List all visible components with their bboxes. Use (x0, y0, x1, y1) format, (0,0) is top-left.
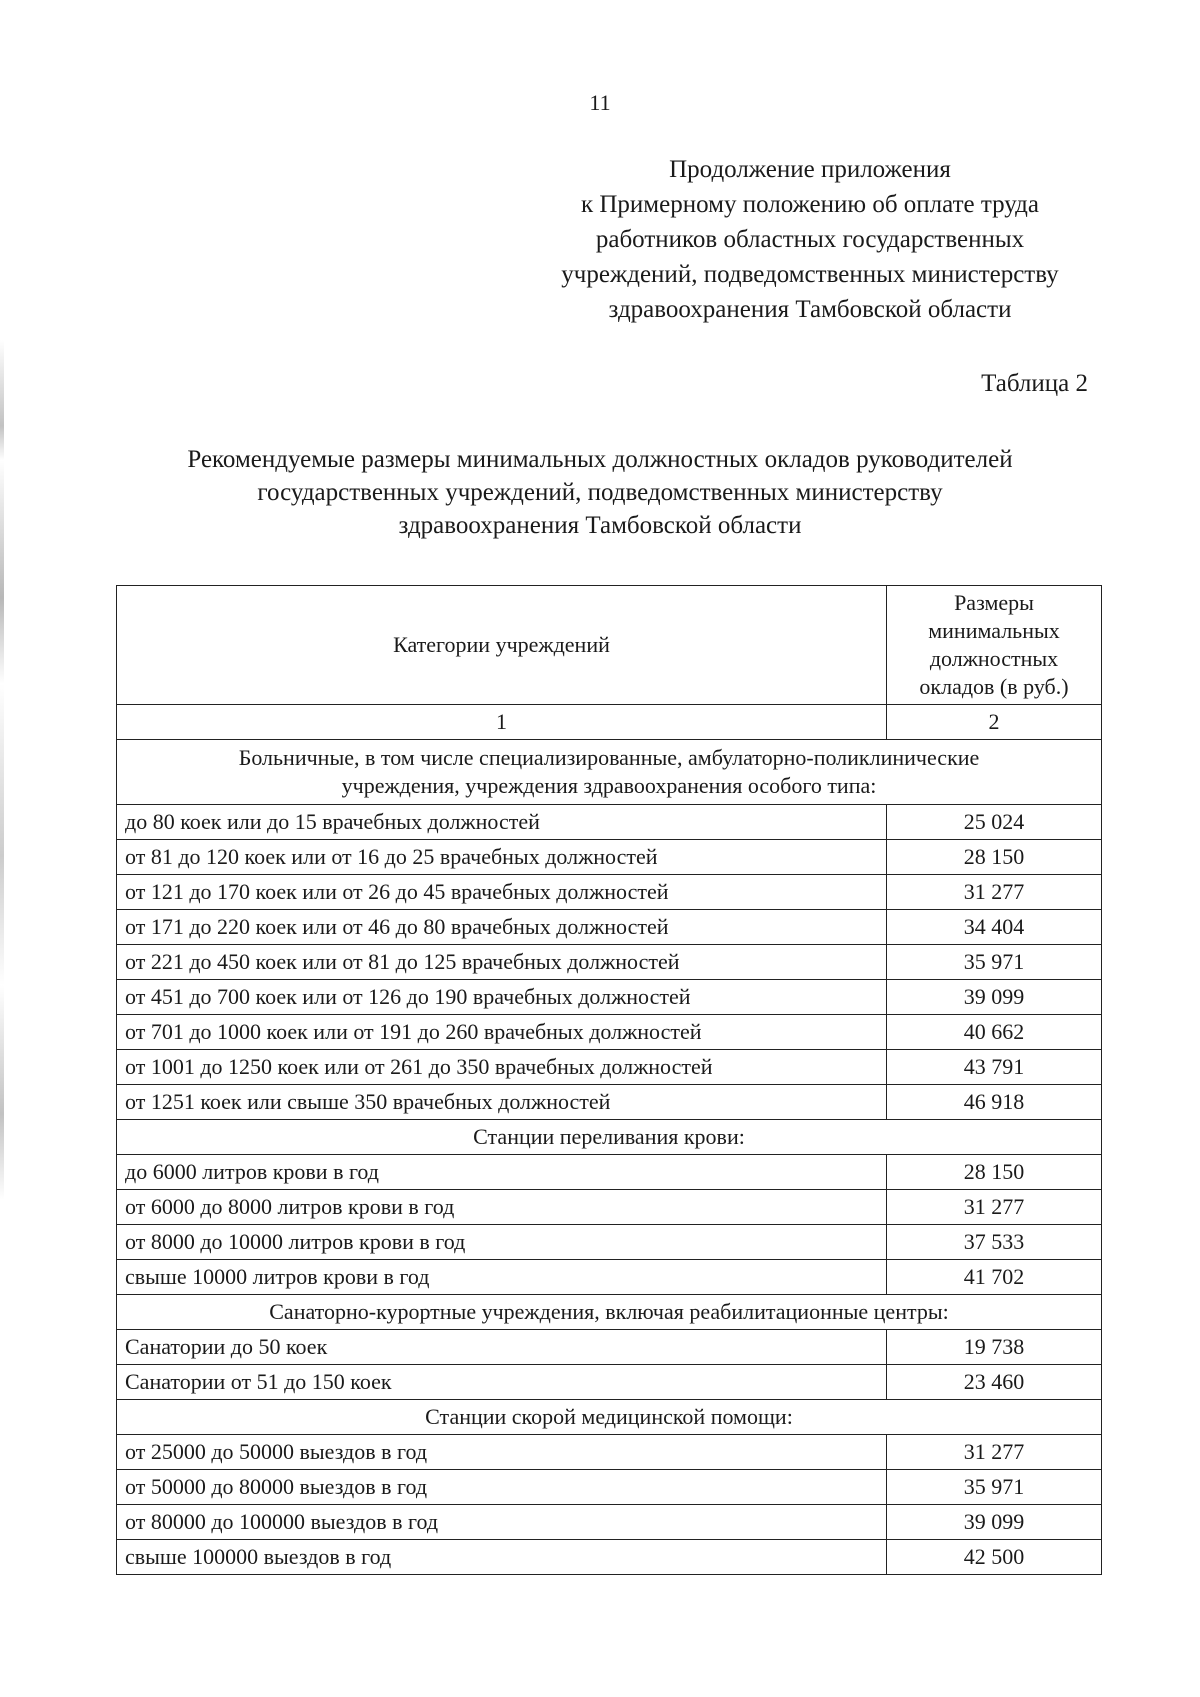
salary-value-cell: 46 918 (887, 1085, 1102, 1120)
section-title-line: Станции переливания крови: (473, 1124, 745, 1149)
category-cell: от 80000 до 100000 выездов в год (117, 1505, 887, 1540)
appendix-note-line: Продолжение приложения (669, 156, 951, 183)
category-cell: Санатории до 50 коек (117, 1330, 887, 1365)
category-cell: от 25000 до 50000 выездов в год (117, 1435, 887, 1470)
salary-value-cell: 35 971 (887, 1470, 1102, 1505)
section-header-row (117, 1120, 1102, 1155)
section-title-line: Больничные, в том числе специализированные, амбулаторно-поликлинические (238, 745, 980, 770)
section-title-line: Санаторно-курортные учреждения, включая реабилитационные центры: (269, 1299, 949, 1324)
category-cell: от 1001 до 1250 коек или от 261 до 350 врачебных должностей (117, 1050, 887, 1085)
table-row (117, 1435, 1102, 1470)
header-size-line: Размеры (954, 590, 1034, 615)
column-number: 2 (887, 705, 1102, 740)
title-line: Рекомендуемые размеры минимальных должностных окладов руководителей (187, 446, 1013, 473)
category-cell: от 221 до 450 коек или от 81 до 125 врачебных должностей (117, 945, 887, 980)
section-title (117, 1400, 1102, 1435)
table-row (117, 1330, 1102, 1365)
category-cell: до 6000 литров крови в год (117, 1155, 887, 1190)
table-row (117, 945, 1102, 980)
section-title (117, 1295, 1102, 1330)
table-row (117, 875, 1102, 910)
section-header-row (117, 1400, 1102, 1435)
title-line: здравоохранения Тамбовской области (398, 512, 802, 539)
scan-margin-artifact (0, 340, 4, 1200)
category-cell: от 6000 до 8000 литров крови в год (117, 1190, 887, 1225)
category-cell: от 50000 до 80000 выездов в год (117, 1470, 887, 1505)
salary-value-cell: 23 460 (887, 1365, 1102, 1400)
appendix-note-line: учреждений, подведомственных министерству (561, 261, 1059, 288)
document-title (110, 443, 1090, 542)
table-row (117, 1470, 1102, 1505)
header-category: Категории учреждений (117, 586, 887, 705)
header-size (887, 586, 1102, 705)
section-title-line: учреждения, учреждения здравоохранения особого типа: (341, 773, 877, 798)
section-title (117, 1120, 1102, 1155)
header-size-line: окладов (в руб.) (919, 674, 1069, 699)
section-title-line: Станции скорой медицинской помощи: (425, 1404, 793, 1429)
salary-value-cell: 25 024 (887, 805, 1102, 840)
header-row (117, 586, 1102, 705)
section-header-row (117, 1295, 1102, 1330)
header-size-line: должностных (929, 646, 1059, 671)
table-row (117, 1365, 1102, 1400)
table-row (117, 1050, 1102, 1085)
table-row (117, 1260, 1102, 1295)
category-cell: свыше 100000 выездов в год (117, 1540, 887, 1575)
table-row (117, 1015, 1102, 1050)
salary-value-cell: 35 971 (887, 945, 1102, 980)
salary-value-cell: 31 277 (887, 875, 1102, 910)
salary-value-cell: 28 150 (887, 1155, 1102, 1190)
header-size-line: минимальных (928, 618, 1060, 643)
appendix-note-line: к Примерному положению об оплате труда (580, 191, 1040, 218)
table-row (117, 1190, 1102, 1225)
table-row (117, 1225, 1102, 1260)
salary-value-cell: 19 738 (887, 1330, 1102, 1365)
title-line: государственных учреждений, подведомственных министерству (257, 479, 943, 506)
category-cell: от 8000 до 10000 литров крови в год (117, 1225, 887, 1260)
table-row (117, 1155, 1102, 1190)
appendix-note-line: здравоохранения Тамбовской области (608, 296, 1012, 323)
salary-value-cell: 39 099 (887, 980, 1102, 1015)
page-number: 11 (589, 90, 611, 115)
appendix-note (520, 152, 1100, 327)
salary-value-cell: 31 277 (887, 1435, 1102, 1470)
category-cell: от 171 до 220 коек или от 46 до 80 врачебных должностей (117, 910, 887, 945)
category-cell: от 451 до 700 коек или от 126 до 190 врачебных должностей (117, 980, 887, 1015)
salary-table (116, 585, 1102, 1575)
table-row (117, 1085, 1102, 1120)
table-row (117, 840, 1102, 875)
salary-value-cell: 42 500 (887, 1540, 1102, 1575)
salary-value-cell: 40 662 (887, 1015, 1102, 1050)
category-cell: до 80 коек или до 15 врачебных должностей (117, 805, 887, 840)
column-number-row (117, 705, 1102, 740)
category-cell: от 81 до 120 коек или от 16 до 25 врачебных должностей (117, 840, 887, 875)
salary-value-cell: 43 791 (887, 1050, 1102, 1085)
table-row (117, 910, 1102, 945)
table-row (117, 1540, 1102, 1575)
category-cell: от 701 до 1000 коек или от 191 до 260 врачебных должностей (117, 1015, 887, 1050)
table-row (117, 980, 1102, 1015)
salary-value-cell: 39 099 (887, 1505, 1102, 1540)
salary-value-cell: 28 150 (887, 840, 1102, 875)
category-cell: свыше 10000 литров крови в год (117, 1260, 887, 1295)
section-header-row (117, 740, 1102, 805)
column-number: 1 (117, 705, 887, 740)
category-cell: от 1251 коек или свыше 350 врачебных должностей (117, 1085, 887, 1120)
section-title (117, 740, 1102, 805)
appendix-note-line: работников областных государственных (595, 226, 1025, 253)
category-cell: Санатории от 51 до 150 коек (117, 1365, 887, 1400)
category-cell: от 121 до 170 коек или от 26 до 45 врачебных должностей (117, 875, 887, 910)
salary-value-cell: 34 404 (887, 910, 1102, 945)
salary-value-cell: 41 702 (887, 1260, 1102, 1295)
table-row (117, 805, 1102, 840)
salary-value-cell: 31 277 (887, 1190, 1102, 1225)
table-label: Таблица 2 (981, 370, 1088, 397)
table-row (117, 1505, 1102, 1540)
salary-value-cell: 37 533 (887, 1225, 1102, 1260)
